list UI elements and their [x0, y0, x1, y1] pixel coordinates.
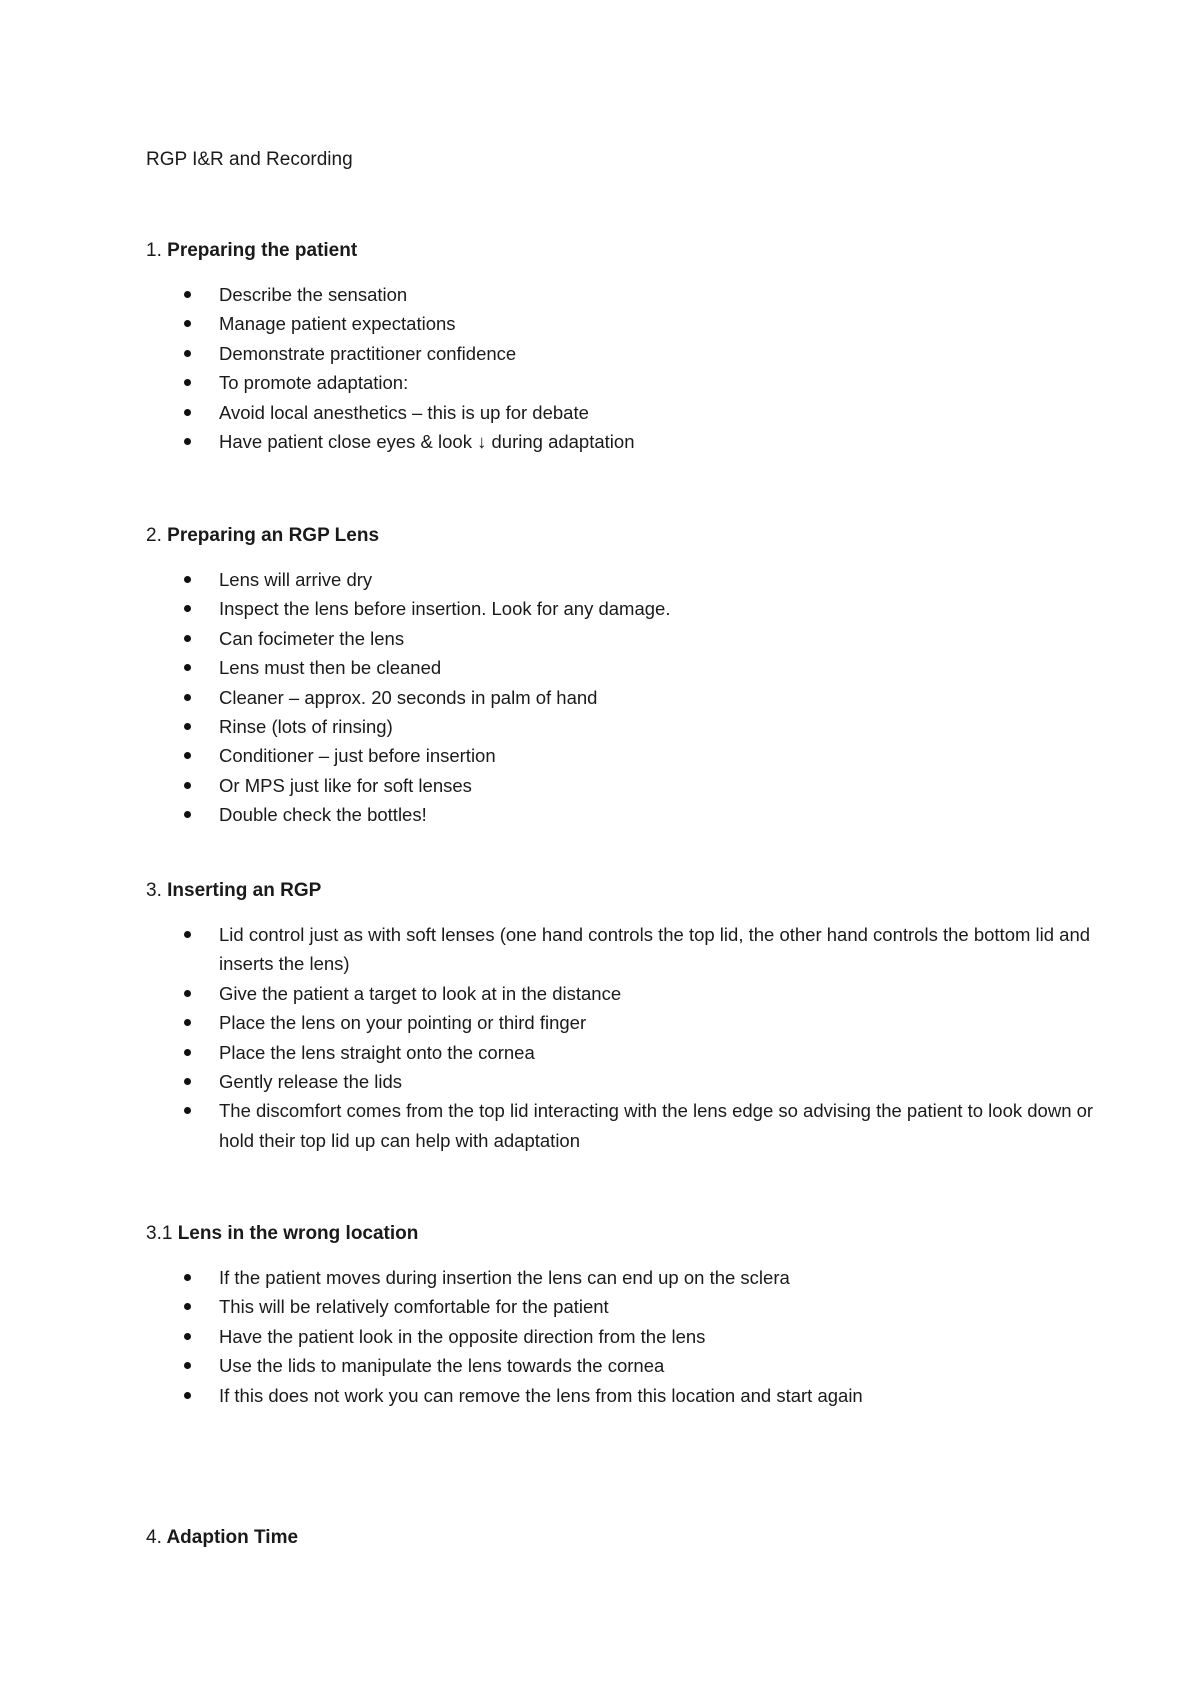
- bullet-icon: [184, 1274, 191, 1281]
- bullet-icon: [184, 752, 191, 759]
- list-item-text: Manage patient expectations: [219, 313, 456, 335]
- bullet-icon: [184, 1107, 191, 1114]
- list-item: [146, 398, 1096, 427]
- list-item: [146, 624, 1096, 653]
- list-item: [146, 280, 1096, 309]
- section-heading: [146, 523, 1096, 549]
- list-item-text: Give the patient a target to look at in the distance: [219, 982, 622, 1004]
- list-item-text: To promote adaptation:: [219, 372, 409, 394]
- list-item-text: If the patient moves during insertion the lens can end up on the sclera: [219, 1267, 790, 1288]
- bullet-icon: [184, 1303, 191, 1310]
- list-item-text: Rinse (lots of rinsing): [219, 716, 393, 738]
- list-item-text: Describe the sensation: [219, 284, 408, 305]
- list-item-text: Demonstrate practitioner confidence: [219, 342, 517, 364]
- list-item-text: Place the lens on your pointing or third finger: [219, 1012, 587, 1034]
- section-inserting-rgp: [146, 878, 1096, 1155]
- bullet-icon: [184, 635, 191, 642]
- bullet-list: [146, 1263, 1096, 1410]
- list-item: [146, 979, 1096, 1008]
- bullet-icon: [184, 438, 191, 445]
- list-item: [146, 1292, 1096, 1321]
- list-item-text: Or MPS just like for soft lenses: [219, 774, 472, 796]
- list-item: [146, 1096, 1096, 1155]
- list-item-text: Cleaner – approx. 20 seconds in palm of hand: [219, 686, 598, 708]
- bullet-icon: [184, 1362, 191, 1369]
- list-item: [146, 771, 1096, 800]
- list-item-text: This will be relatively comfortable for the patient: [219, 1296, 609, 1318]
- list-item-text: The discomfort comes from the top lid interacting with the lens edge so advising the patient to look down or hold their top lid up can help with adaptation: [219, 1100, 1094, 1151]
- list-item: [146, 1067, 1096, 1096]
- bullet-list: [146, 280, 1096, 456]
- bullet-icon: [184, 931, 191, 938]
- bullet-icon: [184, 782, 191, 789]
- section-number: 3.1: [146, 1223, 173, 1244]
- bullet-icon: [184, 664, 191, 671]
- list-item: [146, 1351, 1096, 1380]
- section-preparing-patient: [146, 238, 1096, 456]
- list-item: [146, 683, 1096, 712]
- list-item: [146, 427, 1096, 456]
- section-number: 2.: [146, 525, 162, 546]
- list-item: [146, 653, 1096, 682]
- list-item-text: Inspect the lens before insertion. Look for any damage.: [219, 598, 671, 620]
- bullet-icon: [184, 379, 191, 386]
- document-title: RGP I&R and Recording: [146, 149, 353, 170]
- bullet-icon: [184, 605, 191, 612]
- bullet-list: [146, 920, 1096, 1155]
- bullet-icon: [184, 811, 191, 818]
- section-number: 4.: [146, 1527, 162, 1548]
- list-item: [146, 1263, 1096, 1292]
- list-item: [146, 800, 1096, 829]
- section-number: 1.: [146, 240, 162, 261]
- list-item-text: If this does not work you can remove the lens from this location and start again: [219, 1384, 863, 1406]
- section-adaption-time: [146, 1525, 1096, 1551]
- list-item-text: Have patient close eyes & look ↓ during adaptation: [219, 431, 635, 453]
- section-title: Preparing the patient: [167, 240, 358, 261]
- bullet-icon: [184, 291, 191, 298]
- section-title: Adaption Time: [166, 1527, 299, 1548]
- bullet-icon: [184, 320, 191, 327]
- list-item: [146, 594, 1096, 623]
- list-item: [146, 565, 1096, 594]
- bullet-icon: [184, 409, 191, 416]
- bullet-icon: [184, 723, 191, 730]
- list-item: [146, 339, 1096, 368]
- list-item: [146, 712, 1096, 741]
- list-item: [146, 1322, 1096, 1351]
- bullet-icon: [184, 694, 191, 701]
- bullet-icon: [184, 350, 191, 357]
- bullet-icon: [184, 576, 191, 583]
- section-title: Inserting an RGP: [167, 880, 322, 901]
- section-lens-wrong-location: [146, 1221, 1096, 1410]
- list-item-text: Have the patient look in the opposite direction from the lens: [219, 1325, 706, 1347]
- list-item: [146, 1038, 1096, 1067]
- section-heading: [146, 1221, 1096, 1247]
- bullet-icon: [184, 1333, 191, 1340]
- list-item: [146, 368, 1096, 397]
- bullet-icon: [184, 1049, 191, 1056]
- section-preparing-rgp-lens: [146, 523, 1096, 830]
- list-item-text: Double check the bottles!: [219, 804, 427, 826]
- bullet-icon: [184, 1392, 191, 1399]
- bullet-icon: [184, 1078, 191, 1085]
- list-item: [146, 309, 1096, 338]
- section-heading: [146, 238, 1096, 264]
- section-heading: [146, 878, 1096, 904]
- list-item-text: Use the lids to manipulate the lens towards the cornea: [219, 1355, 665, 1377]
- list-item-text: Lens must then be cleaned: [219, 657, 442, 679]
- list-item-text: Lens will arrive dry: [219, 569, 373, 590]
- list-item-text: Lid control just as with soft lenses (one hand controls the top lid, the other hand controls the bottom lid and inserts the lens): [219, 924, 1091, 975]
- section-title: Preparing an RGP Lens: [167, 525, 380, 546]
- bullet-icon: [184, 1019, 191, 1026]
- section-number: 3.: [146, 880, 162, 901]
- list-item-text: Gently release the lids: [219, 1071, 403, 1093]
- list-item-text: Can focimeter the lens: [219, 627, 405, 649]
- section-title: Lens in the wrong location: [177, 1223, 419, 1244]
- list-item-text: Avoid local anesthetics – this is up for debate: [219, 401, 589, 423]
- list-item-text: Conditioner – just before insertion: [219, 745, 496, 767]
- list-item: [146, 741, 1096, 770]
- list-item: [146, 1008, 1096, 1037]
- list-item: [146, 920, 1096, 979]
- list-item-text: Place the lens straight onto the cornea: [219, 1041, 535, 1063]
- section-heading: [146, 1525, 1096, 1551]
- bullet-list: [146, 565, 1096, 830]
- list-item: [146, 1381, 1096, 1410]
- bullet-icon: [184, 990, 191, 997]
